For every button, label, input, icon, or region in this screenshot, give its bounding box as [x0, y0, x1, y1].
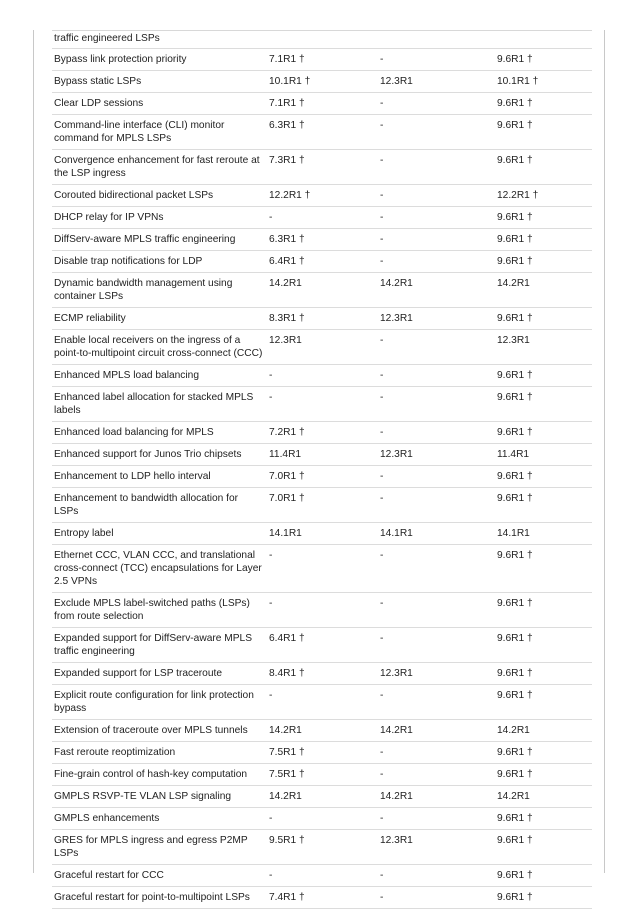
release-cell-col3: - [378, 251, 495, 273]
release-cell-col4: 9.6R1 † [495, 115, 592, 150]
release-cell-col3: - [378, 545, 495, 593]
table-row [52, 764, 592, 786]
release-cell-col2: 7.2R1 † [267, 422, 378, 444]
release-cell-col4: 9.6R1 † [495, 49, 592, 71]
table-row [52, 49, 592, 71]
release-cell-col3: - [378, 229, 495, 251]
feature-name-cell: DiffServ-aware MPLS traffic engineering [52, 229, 267, 251]
release-cell-col2: - [267, 685, 378, 720]
feature-name-cell: Ethernet CCC, VLAN CCC, and translational cross-connect (TCC) encapsulations for Layer 2.5 VPNs [52, 545, 267, 593]
page-border-left [33, 30, 34, 873]
release-cell-col3: - [378, 365, 495, 387]
table-row [52, 488, 592, 523]
release-cell-col4: 9.6R1 † [495, 887, 592, 909]
release-cell-col2: 14.1R1 [267, 523, 378, 545]
table-row [52, 786, 592, 808]
release-cell-col2: - [267, 593, 378, 628]
release-cell-col3: - [378, 628, 495, 663]
release-cell-col4: 9.6R1 † [495, 830, 592, 865]
release-cell-col2: 6.3R1 † [267, 115, 378, 150]
release-cell-col3: 14.1R1 [378, 523, 495, 545]
feature-name-cell: GMPLS enhancements [52, 808, 267, 830]
feature-name-cell: Bypass static LSPs [52, 71, 267, 93]
feature-name-cell: Expanded support for LSP traceroute [52, 663, 267, 685]
release-cell-col4: 9.6R1 † [495, 685, 592, 720]
release-cell-col2: 12.3R1 [267, 330, 378, 365]
release-cell-col3: 12.3R1 [378, 830, 495, 865]
release-cell-col3: - [378, 865, 495, 887]
release-cell-col2: 7.4R1 † [267, 887, 378, 909]
release-cell-col4: 9.6R1 † [495, 466, 592, 488]
release-cell-col3: 12.3R1 [378, 444, 495, 466]
release-cell-col3: - [378, 593, 495, 628]
release-cell-col3: - [378, 422, 495, 444]
release-cell-col3: - [378, 488, 495, 523]
release-cell-col3: - [378, 185, 495, 207]
release-cell-col2: 10.1R1 † [267, 71, 378, 93]
release-cell-col3: - [378, 93, 495, 115]
release-cell-col3: 14.2R1 [378, 273, 495, 308]
table-row [52, 466, 592, 488]
feature-name-cell: Enhanced load balancing for MPLS [52, 422, 267, 444]
release-cell-col4: 14.2R1 [495, 273, 592, 308]
release-cell-col2: - [267, 387, 378, 422]
feature-name-cell: Convergence enhancement for fast reroute at the LSP ingress [52, 150, 267, 185]
feature-name-cell: Entropy label [52, 523, 267, 545]
release-cell-col2: 14.2R1 [267, 720, 378, 742]
table-row [52, 150, 592, 185]
release-cell-col3: - [378, 150, 495, 185]
table-row [52, 115, 592, 150]
release-cell-col2: 7.0R1 † [267, 466, 378, 488]
release-cell-col3: - [378, 466, 495, 488]
table-row [52, 663, 592, 685]
feature-name-cell: Enhancement to bandwidth allocation for LSPs [52, 488, 267, 523]
release-cell-col4: 10.1R1 † [495, 71, 592, 93]
release-cell-col4: 14.1R1 [495, 523, 592, 545]
release-cell-col4: 14.2R1 [495, 786, 592, 808]
feature-name-cell: Enhanced support for Junos Trio chipsets [52, 444, 267, 466]
release-cell-col4: 9.6R1 † [495, 628, 592, 663]
release-cell-col2: 14.2R1 [267, 786, 378, 808]
feature-name-cell: Enhanced label allocation for stacked MPLS labels [52, 387, 267, 422]
table-row [52, 422, 592, 444]
release-cell-col4: 9.6R1 † [495, 663, 592, 685]
feature-name-cell: DHCP relay for IP VPNs [52, 207, 267, 229]
feature-name-cell: Explicit route configuration for link protection bypass [52, 685, 267, 720]
release-cell-col3: - [378, 207, 495, 229]
release-cell-col4: 12.3R1 [495, 330, 592, 365]
release-cell-col4: 9.6R1 † [495, 742, 592, 764]
continued-row-fragment: traffic engineered LSPs [54, 33, 160, 44]
release-cell-col4: 9.6R1 † [495, 207, 592, 229]
release-cell-col4: 9.6R1 † [495, 488, 592, 523]
release-cell-col4: 14.2R1 [495, 720, 592, 742]
table-row [52, 365, 592, 387]
release-cell-col3: 12.3R1 [378, 663, 495, 685]
table-row [52, 207, 592, 229]
feature-name-cell: Disable trap notifications for LDP [52, 251, 267, 273]
feature-name-cell: Bypass link protection priority [52, 49, 267, 71]
table-row [52, 387, 592, 422]
release-cell-col2: 7.1R1 † [267, 49, 378, 71]
feature-name-cell: GRES for MPLS ingress and egress P2MP LSPs [52, 830, 267, 865]
release-cell-col2: 6.4R1 † [267, 628, 378, 663]
release-cell-col3: 14.2R1 [378, 720, 495, 742]
release-cell-col3: 12.3R1 [378, 308, 495, 330]
release-cell-col2: - [267, 808, 378, 830]
feature-name-cell: Clear LDP sessions [52, 93, 267, 115]
release-cell-col3: - [378, 887, 495, 909]
release-cell-col4: 9.6R1 † [495, 387, 592, 422]
release-cell-col3: - [378, 764, 495, 786]
table-row [52, 808, 592, 830]
table-row [52, 71, 592, 93]
feature-name-cell: Graceful restart for CCC [52, 865, 267, 887]
feature-name-cell: Exclude MPLS label-switched paths (LSPs) from route selection [52, 593, 267, 628]
release-cell-col4: 9.6R1 † [495, 251, 592, 273]
table-row [52, 185, 592, 207]
release-cell-col4: 9.6R1 † [495, 308, 592, 330]
table-row [52, 330, 592, 365]
top-rule [52, 30, 592, 31]
feature-name-cell: Dynamic bandwidth management using container LSPs [52, 273, 267, 308]
release-cell-col2: 7.0R1 † [267, 488, 378, 523]
feature-name-cell: GMPLS RSVP-TE VLAN LSP signaling [52, 786, 267, 808]
release-cell-col3: - [378, 330, 495, 365]
table-row [52, 251, 592, 273]
release-cell-col4: 12.2R1 † [495, 185, 592, 207]
table-row [52, 628, 592, 663]
feature-name-cell: Fine-grain control of hash-key computation [52, 764, 267, 786]
release-cell-col3: - [378, 115, 495, 150]
release-cell-col2: 7.5R1 † [267, 764, 378, 786]
release-cell-col2: 9.5R1 † [267, 830, 378, 865]
feature-name-cell: Extension of traceroute over MPLS tunnels [52, 720, 267, 742]
release-cell-col4: 11.4R1 [495, 444, 592, 466]
release-cell-col2: 6.3R1 † [267, 229, 378, 251]
release-cell-col2: - [267, 545, 378, 593]
release-cell-col2: 6.4R1 † [267, 251, 378, 273]
release-cell-col2: 8.4R1 † [267, 663, 378, 685]
release-cell-col3: 14.2R1 [378, 786, 495, 808]
release-cell-col2: 8.3R1 † [267, 308, 378, 330]
release-cell-col2: 11.4R1 [267, 444, 378, 466]
feature-name-cell: Enhanced MPLS load balancing [52, 365, 267, 387]
feature-name-cell: Graceful restart for point-to-multipoint LSPs [52, 887, 267, 909]
release-cell-col3: - [378, 808, 495, 830]
release-cell-col4: 9.6R1 † [495, 422, 592, 444]
release-cell-col2: 7.5R1 † [267, 742, 378, 764]
release-cell-col3: - [378, 742, 495, 764]
table-row [52, 523, 592, 545]
release-cell-col4: 9.6R1 † [495, 865, 592, 887]
table-row [52, 444, 592, 466]
release-cell-col4: 9.6R1 † [495, 150, 592, 185]
table-row [52, 720, 592, 742]
release-cell-col4: 9.6R1 † [495, 229, 592, 251]
feature-name-cell: Command-line interface (CLI) monitor command for MPLS LSPs [52, 115, 267, 150]
release-cell-col4: 9.6R1 † [495, 545, 592, 593]
feature-name-cell: Expanded support for DiffServ-aware MPLS traffic engineering [52, 628, 267, 663]
release-cell-col3: - [378, 685, 495, 720]
table-body [52, 49, 592, 909]
release-cell-col3: 12.3R1 [378, 71, 495, 93]
release-cell-col2: - [267, 865, 378, 887]
feature-name-cell: Corouted bidirectional packet LSPs [52, 185, 267, 207]
release-cell-col2: 7.1R1 † [267, 93, 378, 115]
table-row [52, 273, 592, 308]
release-cell-col4: 9.6R1 † [495, 764, 592, 786]
feature-support-table [52, 48, 592, 909]
page-border-right [604, 30, 605, 873]
table-row [52, 685, 592, 720]
table-row [52, 865, 592, 887]
feature-name-cell: Enable local receivers on the ingress of a point-to-multipoint circuit cross-connect (CCC) [52, 330, 267, 365]
release-cell-col4: 9.6R1 † [495, 93, 592, 115]
release-cell-col2: 7.3R1 † [267, 150, 378, 185]
table-row [52, 229, 592, 251]
table-row [52, 593, 592, 628]
release-cell-col2: 14.2R1 [267, 273, 378, 308]
release-cell-col2: - [267, 207, 378, 229]
feature-name-cell: ECMP reliability [52, 308, 267, 330]
release-cell-col4: 9.6R1 † [495, 808, 592, 830]
table-row [52, 830, 592, 865]
release-cell-col4: 9.6R1 † [495, 593, 592, 628]
release-cell-col3: - [378, 49, 495, 71]
table-row [52, 742, 592, 764]
feature-name-cell: Fast reroute reoptimization [52, 742, 267, 764]
table-row [52, 545, 592, 593]
feature-name-cell: Enhancement to LDP hello interval [52, 466, 267, 488]
table-row [52, 887, 592, 909]
table-row [52, 93, 592, 115]
release-cell-col2: - [267, 365, 378, 387]
table-row [52, 308, 592, 330]
release-cell-col4: 9.6R1 † [495, 365, 592, 387]
release-cell-col3: - [378, 387, 495, 422]
release-cell-col2: 12.2R1 † [267, 185, 378, 207]
